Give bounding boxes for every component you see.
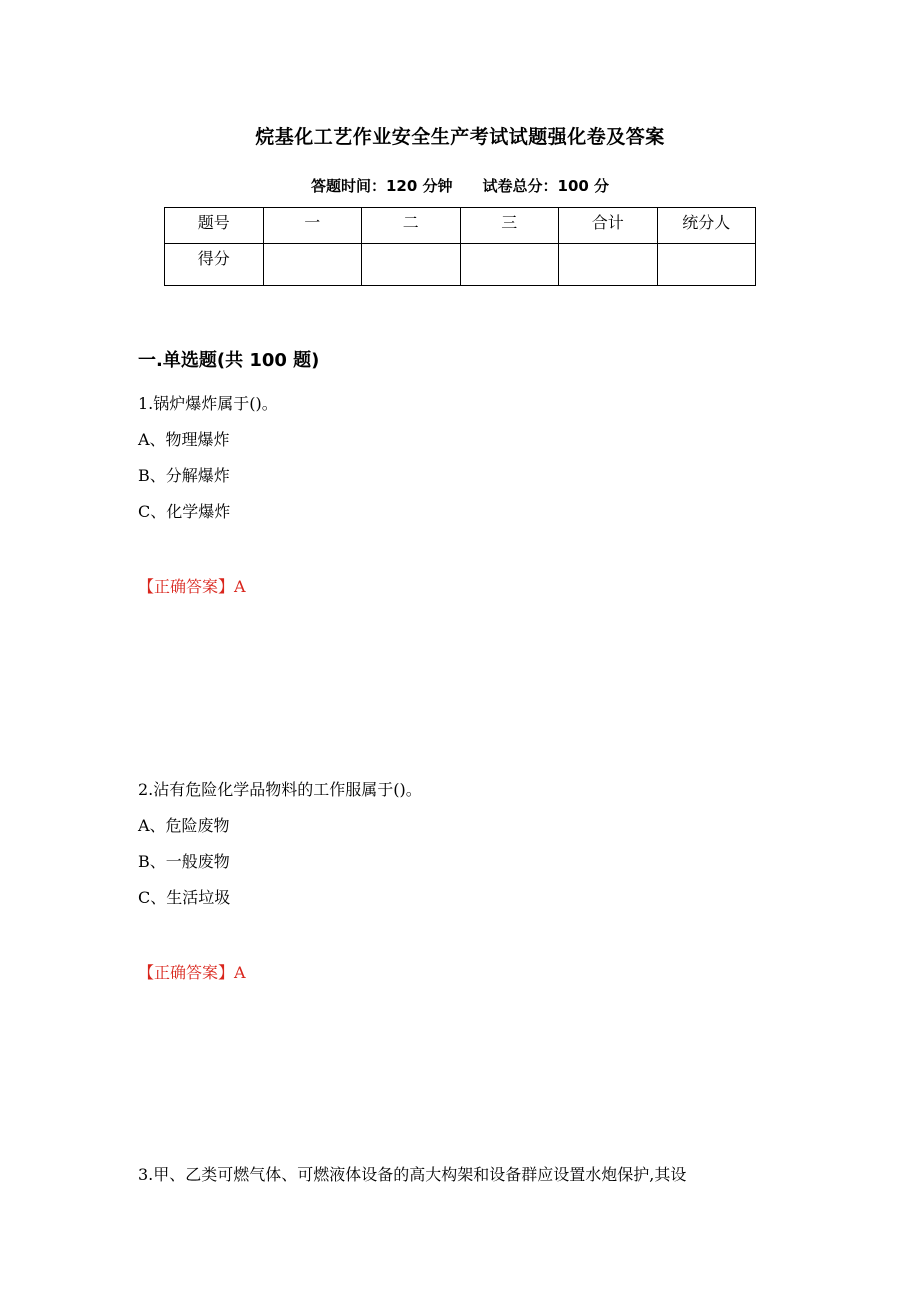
score-table-header-cell: 统分人: [657, 208, 756, 244]
score-table-header-cell: 三: [460, 208, 559, 244]
question-option: A、危险废物: [138, 816, 230, 835]
exam-time: 答题时间：120 分钟: [310, 177, 453, 195]
score-cell: [362, 244, 461, 286]
question-option: C、生活垃圾: [138, 888, 231, 907]
question-option: A、物理爆炸: [138, 430, 230, 449]
score-table-header-row: [165, 208, 756, 244]
section-title: 一.单选题(共 100 题): [138, 350, 320, 371]
question-stem: 3.甲、乙类可燃气体、可燃液体设备的高大构架和设备群应设置水炮保护,其设: [138, 1165, 687, 1184]
score-table-header-cell: 二: [362, 208, 461, 244]
score-table-header-cell: 合计: [559, 208, 658, 244]
score-table-header-cell: 一: [263, 208, 362, 244]
correct-answer: 【正确答案】A: [138, 963, 246, 982]
score-cell: [559, 244, 658, 286]
score-table-header-cell: 题号: [165, 208, 264, 244]
score-table-score-row: [165, 244, 756, 286]
question-stem: 1.锅炉爆炸属于()。: [138, 394, 278, 413]
document-title: 烷基化工艺作业安全生产考试试题强化卷及答案: [255, 126, 665, 148]
correct-answer: 【正确答案】A: [138, 577, 246, 596]
score-table: [164, 207, 756, 286]
score-cell: [460, 244, 559, 286]
exam-total-score: 试卷总分：100 分: [482, 177, 610, 195]
score-cell: [263, 244, 362, 286]
question-option: C、化学爆炸: [138, 502, 231, 521]
score-cell: [657, 244, 756, 286]
question-stem: 2.沾有危险化学品物料的工作服属于()。: [138, 780, 422, 799]
score-row-label: 得分: [165, 244, 264, 286]
exam-meta: [0, 175, 920, 196]
question-option: B、分解爆炸: [138, 466, 230, 485]
question-option: B、一般废物: [138, 852, 230, 871]
